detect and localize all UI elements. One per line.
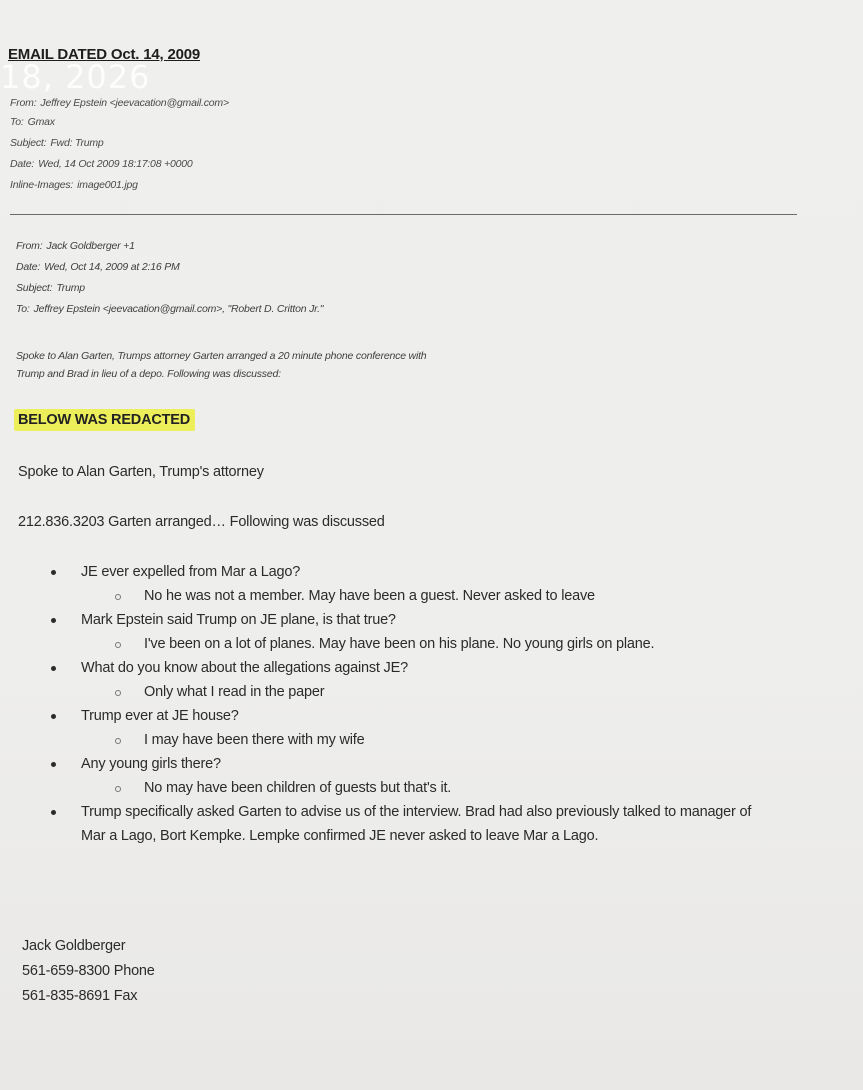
answer-item: I've been on a lot of planes. May have been on his plane. No young girls on plane. [48, 632, 818, 656]
qa-list [48, 560, 818, 848]
date-watermark: 18, 2026 [0, 58, 151, 96]
header-label: From: [16, 240, 43, 252]
header-label: From: [10, 97, 37, 109]
header-value: Trump [56, 282, 85, 294]
header-label: Date: [16, 261, 41, 273]
header-label: To: [16, 303, 30, 315]
divider [10, 214, 797, 215]
header-label: Inline-Images: [10, 179, 74, 191]
original-text-line-2: Trump and Brad in lieu of a depo. Following was discussed: [16, 368, 281, 380]
header-value: Wed, 14 Oct 2009 18:17:08 +0000 [38, 158, 193, 170]
inner-date-line [16, 261, 180, 273]
final-bullet: Trump specifically asked Garten to advise us of the interview. Brad had also previously talked to manager of Mar a Lago, Bort Kempke. Lempke confirmed JE never asked to leave Mar a Lago. [48, 800, 818, 848]
header-value: Jeffrey Epstein <jeevacation@gmail.com> [40, 97, 229, 109]
header-value: Gmax [27, 116, 55, 128]
header-value: Jack Goldberger +1 [46, 240, 135, 252]
paragraph-attorney: Spoke to Alan Garten, Trump's attorney [18, 464, 264, 480]
question-item: JE ever expelled from Mar a Lago? [48, 560, 818, 584]
header-label: Subject: [10, 137, 47, 149]
signature-block [22, 934, 155, 1009]
header-label: To: [10, 116, 24, 128]
header-value: image001.jpg [77, 179, 138, 191]
inner-from-line [16, 240, 135, 252]
header-label: Subject: [16, 282, 53, 294]
answer-item: Only what I read in the paper [48, 680, 818, 704]
answer-item: I may have been there with my wife [48, 728, 818, 752]
signature-name: Jack Goldberger [22, 938, 126, 954]
signature-phone: 561-659-8300 Phone [22, 963, 155, 979]
header-label: Date: [10, 158, 35, 170]
paragraph-phone: 212.836.3203 Garten arranged… Following was discussed [18, 514, 385, 530]
answer-item: No he was not a member. May have been a guest. Never asked to leave [48, 584, 818, 608]
redaction-label: BELOW WAS REDACTED [14, 409, 195, 431]
question-item: What do you know about the allegations against JE? [48, 656, 818, 680]
document-title: EMAIL DATED Oct. 14, 2009 [8, 46, 201, 63]
outer-to-line [10, 116, 55, 128]
header-value: Fwd: Trump [50, 137, 104, 149]
header-value: Wed, Oct 14, 2009 at 2:16 PM [44, 261, 180, 273]
inner-to-line [16, 303, 323, 315]
answer-item: No may have been children of guests but that's it. [48, 776, 818, 800]
outer-subject-line [10, 137, 104, 149]
header-value: Jeffrey Epstein <jeevacation@gmail.com>, "Robert D. Critton Jr." [33, 303, 324, 315]
question-item: Mark Epstein said Trump on JE plane, is that true? [48, 608, 818, 632]
outer-from-line [10, 97, 229, 109]
inner-subject-line [16, 282, 85, 294]
signature-fax: 561-835-8691 Fax [22, 988, 138, 1004]
original-text-line-1: Spoke to Alan Garten, Trumps attorney Garten arranged a 20 minute phone conference with [16, 350, 427, 362]
question-item: Any young girls there? [48, 752, 818, 776]
outer-images-line [10, 179, 138, 191]
question-item: Trump ever at JE house? [48, 704, 818, 728]
outer-date-line [10, 158, 193, 170]
